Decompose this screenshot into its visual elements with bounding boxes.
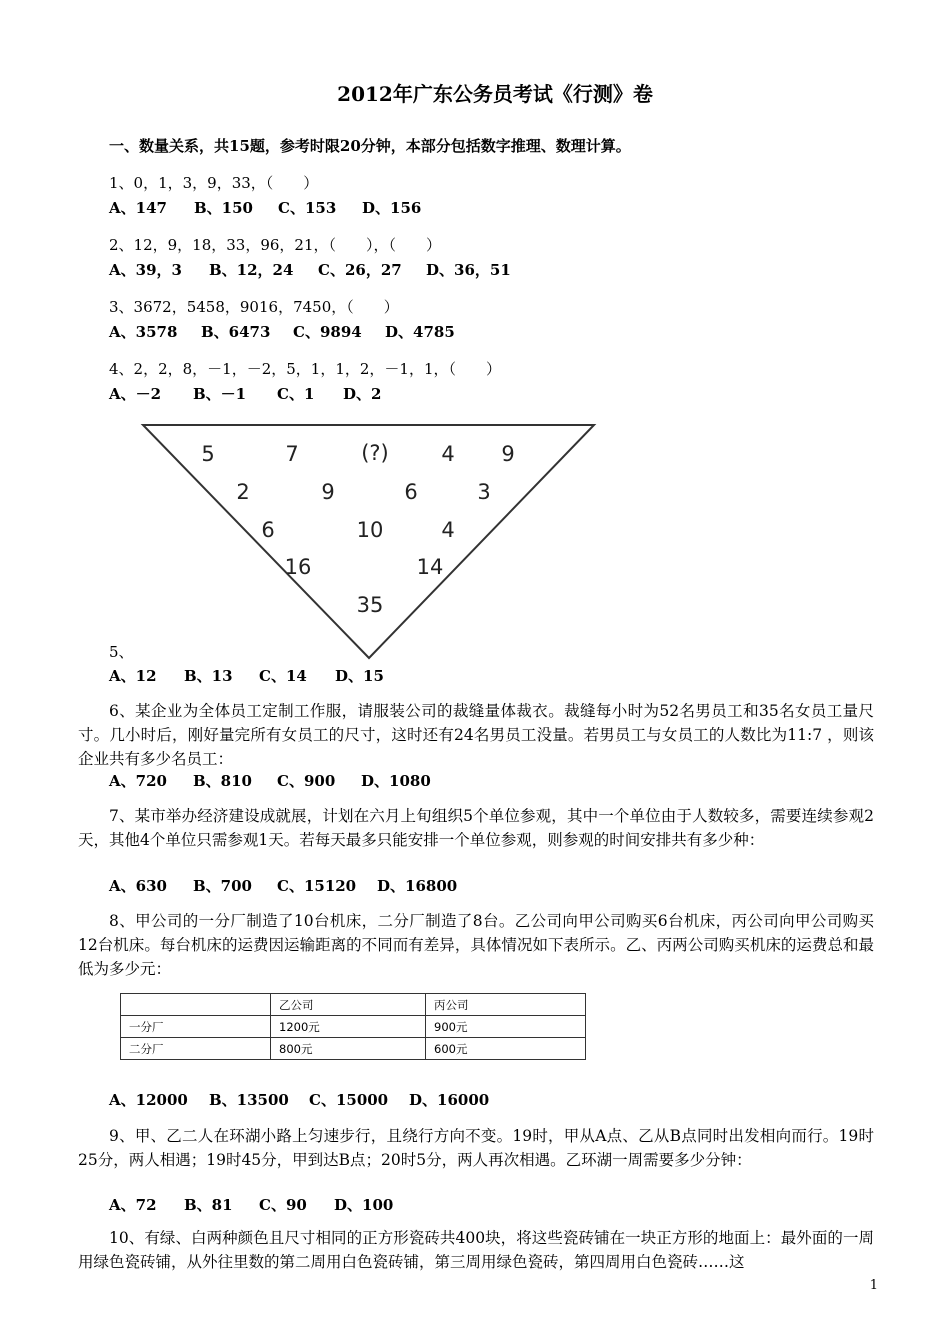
figure-number: 4 [441, 518, 455, 542]
figure-number: 9 [501, 442, 515, 466]
figure-number: 10 [356, 518, 384, 542]
question-5-option-d: D、15 [335, 667, 384, 685]
table-cell: 一分厂 [121, 1016, 271, 1038]
question-6-option-d: D、1080 [361, 772, 431, 790]
question-5-options [109, 665, 384, 686]
table-header-cell [121, 994, 271, 1016]
question-2-option-b: B、12，24 [209, 261, 294, 279]
question-4-option-a: A、－2 [109, 385, 162, 403]
question-2-option-c: C、26，27 [318, 261, 402, 279]
question-7-option-a: A、630 [109, 877, 167, 895]
question-3-option-c: C、9894 [293, 323, 362, 341]
figure-number: 2 [236, 480, 250, 504]
question-7-option-b: B、700 [193, 877, 252, 895]
question-2-option-a: A、39，3 [109, 261, 182, 279]
question-8-option-d: D、16000 [409, 1091, 490, 1109]
question-4-option-c: C、1 [277, 385, 315, 403]
question-9-text: 9、甲、乙二人在环湖小路上匀速步行，且绕行方向不变。19时，甲从A点、乙从B点同时出发相向而行。19时25分，两人相遇；19时45分，甲到达B点；20时5分，两人再次相遇。乙环湖一周需要多少分钟： [78, 1127, 874, 1169]
table-cell: 1200元 [271, 1016, 426, 1038]
question-5-option-b: B、13 [184, 667, 233, 685]
table-header-cell: 乙公司 [271, 994, 426, 1016]
table-header-row [121, 994, 586, 1016]
question-9-option-d: D、100 [334, 1196, 394, 1214]
question-10-text: 10、有绿、白两种颜色且尺寸相同的正方形瓷砖共400块，将这些瓷砖铺在一块正方形的地面上：最外面的一周用绿色瓷砖铺，从外往里数的第二周用白色瓷砖铺，第三周用绿色瓷砖，第四周用白色瓷砖……这 [78, 1229, 874, 1271]
figure-number: 5 [201, 442, 215, 466]
question-8-option-a: A、12000 [109, 1091, 188, 1109]
figure-number: 6 [404, 480, 418, 504]
figure-number: 4 [441, 442, 455, 466]
question-6-options [109, 770, 431, 791]
figure-number: 6 [261, 518, 275, 542]
freight-cost-table [120, 993, 586, 1060]
question-4-option-d: D、2 [343, 385, 382, 403]
question-7-option-d: D、16800 [377, 877, 458, 895]
question-1-option-a: A、147 [109, 199, 167, 217]
figure-number: 16 [284, 555, 312, 579]
table-cell: 600元 [426, 1038, 586, 1060]
figure-number: 7 [285, 442, 299, 466]
question-6-option-b: B、810 [193, 772, 252, 790]
question-8-options [109, 1089, 489, 1110]
question-9-option-a: A、72 [109, 1196, 157, 1214]
table-cell: 900元 [426, 1016, 586, 1038]
question-5-option-a: A、12 [109, 667, 157, 685]
question-9-option-b: B、81 [184, 1196, 233, 1214]
question-6-text: 6、某企业为全体员工定制工作服，请服装公司的裁缝量体裁衣。裁缝每小时为52名男员工和35名女员工量尺寸。几小时后，刚好量完所有女员工的尺寸，这时还有24名男员工没量。若男员工与女员工的人数比为11:7 ，则该企业共有多少名员工： [78, 702, 874, 768]
question-7-option-c: C、15120 [277, 877, 357, 895]
question-4-option-b: B、－1 [193, 385, 247, 403]
question-1-option-d: D、156 [362, 199, 422, 217]
question-7-text: 7、某市举办经济建设成就展，计划在六月上旬组织5个单位参观，其中一个单位由于人数较多，需要连续参观2天，其他4个单位只需参观1天。若每天最多只能安排一个单位参观，则参观的时间安排共有多少种： [78, 807, 874, 849]
question-8-text: 8、甲公司的一分厂制造了10台机床，二分厂制造了8台。乙公司向甲公司购买6台机床，丙公司向甲公司购买12台机床。每台机床的运费因运输距离的不同而有差异，具体情况如下表所示。乙、丙两公司购买机床的运费总和最低为多少元： [78, 912, 874, 978]
question-6-option-c: C、900 [277, 772, 336, 790]
page-number: 1 [869, 1278, 878, 1293]
question-5-text: 5、 [109, 643, 134, 661]
question-2-text: 2、12，9，18，33，96，21，（ ），（ ） [109, 236, 442, 254]
figure-number: 35 [356, 593, 384, 617]
question-5-option-c: C、14 [259, 667, 307, 685]
question-1-option-b: B、150 [194, 199, 253, 217]
table-row [121, 1016, 586, 1038]
question-7-options [109, 875, 457, 896]
question-3-option-d: D、4785 [385, 323, 455, 341]
section-heading: 一、数量关系，共15题，参考时限20分钟，本部分包括数字推理、数理计算。 [109, 137, 631, 155]
question-8-option-c: C、15000 [309, 1091, 389, 1109]
table-row [121, 1038, 586, 1060]
question-1-text: 1、0，1，3，9，33，（ ） [109, 174, 319, 192]
question-3-text: 3、3672，5458，9016，7450，（ ） [109, 298, 399, 316]
figure-number: 14 [416, 555, 444, 579]
question-6-option-a: A、720 [109, 772, 167, 790]
question-2-option-d: D、36，51 [426, 261, 511, 279]
figure-unknown-number: (?) [361, 441, 389, 465]
question-8-option-b: B、13500 [209, 1091, 289, 1109]
question-9-option-c: C、90 [259, 1196, 307, 1214]
question-4-text: 4、2，2，8，－1，－2，5，1，1，2，－1，1，（ ） [109, 360, 502, 378]
figure-number: 9 [321, 480, 335, 504]
question-3-option-b: B、6473 [201, 323, 271, 341]
figure-number: 3 [477, 480, 491, 504]
page-title: 2012年广东公务员考试《行测》卷 [337, 82, 653, 106]
table-cell: 800元 [271, 1038, 426, 1060]
question-1-option-c: C、153 [278, 199, 337, 217]
question-9-options [109, 1194, 393, 1215]
question-3-option-a: A、3578 [109, 323, 178, 341]
table-header-cell: 丙公司 [426, 994, 586, 1016]
table-cell: 二分厂 [121, 1038, 271, 1060]
